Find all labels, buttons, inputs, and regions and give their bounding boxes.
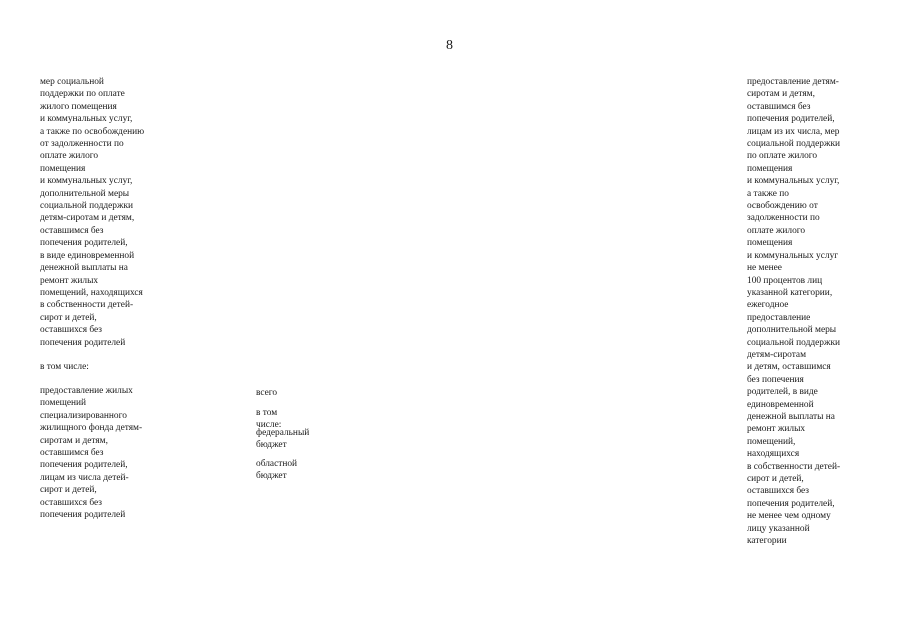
including-label: в том числе: — [40, 362, 89, 372]
row-label: федеральный бюджет — [256, 428, 310, 450]
page-number: 8 — [446, 38, 453, 53]
row-label: в том числе: — [256, 408, 282, 430]
row-label: областной бюджет — [256, 459, 298, 481]
sub-measure-description: предоставление жилых помещений специализированного жилищного фонда детям- сиротам и детям, оставшимся без попечения родителей, лицам из числа детей- сирот и детей, оставшихся без попечения родителей — [40, 386, 143, 521]
measure-description: мер социальной поддержки по оплате жилого помещения и коммунальных услуг, а также по освобождению от задолженности по оплате жилого помещения и коммунальных услуг, дополнительной меры социальной поддержки детям-сиротам и детям, оставшимся без попечения родителей, в виде единовременной денежной выплаты на ремонт жилых помещений, находящихся в собственности детей- сирот и детей, оставшихся без попечения родителей — [40, 77, 145, 348]
expected-results: предоставление детям- сиротам и детям, оставшимся без попечения родителей, лицам из их числа, мер социальной поддержки по оплате жилого помещения и коммунальных услуг, а также по освобождению от задолженности по оплате жилого помещения и коммунальных услуг не менее 100 процентов лиц указанной категории, ежегодное предоставление дополнительной меры социальной поддержки детям-сиротам и детям, оставшимся без попечения родителей, в виде единовременной денежной выплаты на ремонт жилых помещений, находящихся в собственности детей- сирот и детей, оставшихся без попечения родителей, не менее чем одному лицу указанной категории — [747, 77, 841, 547]
row-label: всего — [256, 388, 278, 398]
